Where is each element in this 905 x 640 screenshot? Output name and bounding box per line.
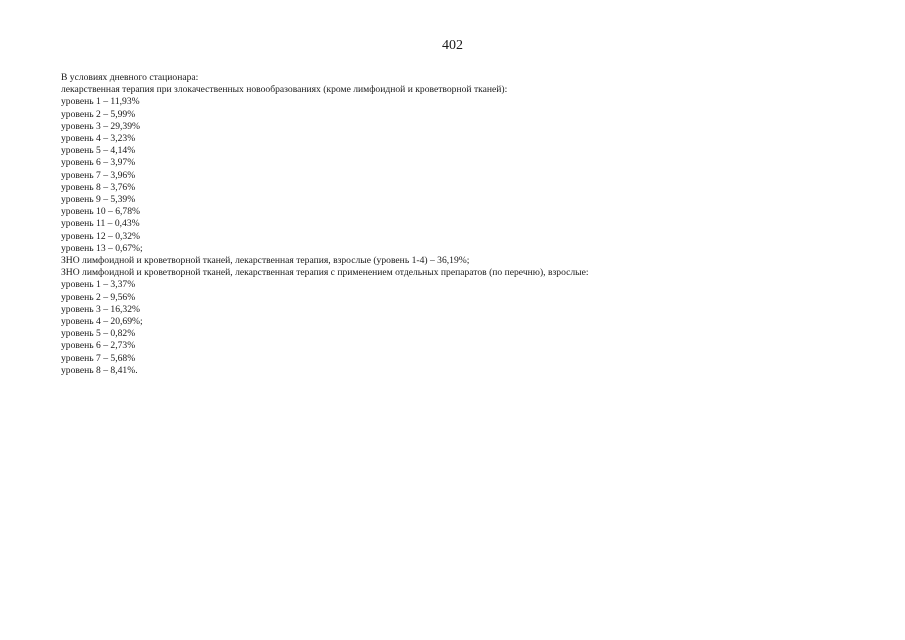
section1-heading: лекарственная терапия при злокачественных новообразованиях (кроме лимфоидной и кроветворной тканей): — [61, 84, 508, 96]
level-item: уровень 10 – 6,78% — [61, 206, 140, 218]
level-item: уровень 1 – 3,37% — [61, 279, 136, 291]
level-item: уровень 2 – 9,56% — [61, 291, 136, 303]
level-item: уровень 9 – 5,39% — [61, 194, 136, 206]
level-item: уровень 6 – 2,73% — [61, 340, 136, 352]
level-item: уровень 3 – 16,32% — [61, 303, 140, 315]
section1-level-list — [61, 96, 881, 255]
intro-line: В условиях дневного стационара: — [61, 72, 199, 83]
document-body — [61, 72, 881, 377]
level-item: уровень 7 – 3,96% — [61, 169, 136, 181]
level-item: уровень 2 – 5,99% — [61, 108, 136, 120]
level-item: уровень 5 – 0,82% — [61, 328, 136, 340]
level-item: уровень 4 – 20,69%; — [61, 316, 143, 328]
level-item: уровень 5 – 4,14% — [61, 145, 136, 157]
level-item: уровень 1 – 11,93% — [61, 96, 140, 108]
level-item: уровень 8 – 3,76% — [61, 181, 136, 193]
section3-level-list — [61, 279, 881, 377]
level-item: уровень 8 – 8,41%. — [61, 364, 138, 376]
level-item: уровень 11 – 0,43% — [61, 218, 140, 230]
section2-heading: ЗНО лимфоидной и кроветворной тканей, лекарственная терапия, взрослые (уровень 1-4) – 36,19%; — [61, 255, 470, 267]
level-item: уровень 6 – 3,97% — [61, 157, 136, 169]
level-item: уровень 4 – 3,23% — [61, 133, 136, 145]
level-item: уровень 3 – 29,39% — [61, 120, 140, 132]
level-item: уровень 13 – 0,67%; — [61, 242, 143, 254]
level-item: уровень 12 – 0,32% — [61, 230, 140, 242]
section3-heading: ЗНО лимфоидной и кроветворной тканей, лекарственная терапия с применением отдельных препаратов (по перечню), взрослые: — [61, 267, 589, 279]
level-item: уровень 7 – 5,68% — [61, 352, 136, 364]
page-number: 402 — [442, 38, 463, 53]
